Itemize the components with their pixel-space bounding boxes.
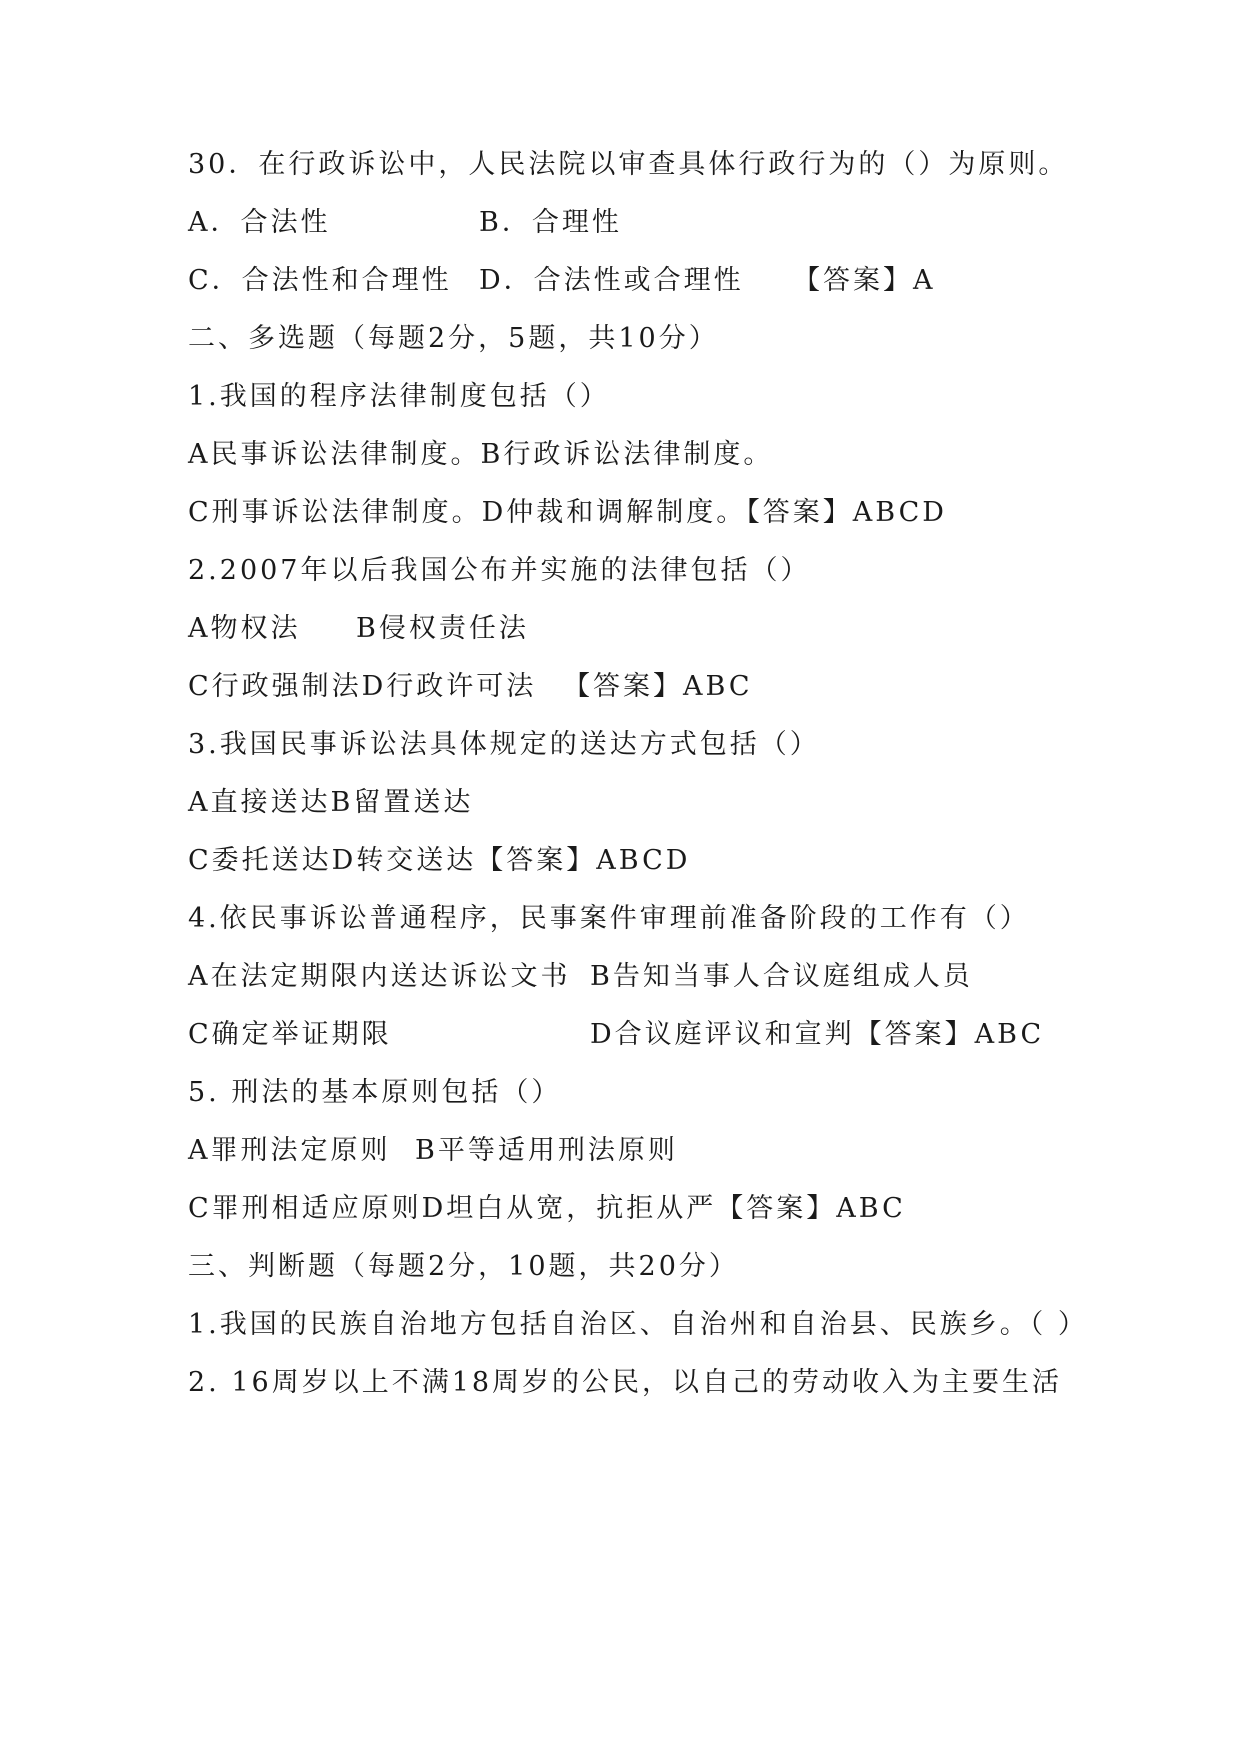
q30-option-c: C．合法性和合理性 <box>188 265 452 296</box>
q30-option-b: B．合理性 <box>479 207 622 238</box>
q30-option-a: A．合法性 <box>188 207 331 238</box>
q30-stem: 30．在行政诉讼中，人民法院以审查具体行政行为的（）为原则。 <box>188 149 1069 180</box>
multi-q5-options-ab <box>188 1133 888 1169</box>
multi-q1-options-cd: C刑事诉讼法律制度。D仲裁和调解制度。【答案】ABCD <box>188 497 947 528</box>
multi-q4-options-cd <box>188 1017 1088 1053</box>
multi-q2-option-cd: C行政强制法D行政许可法 <box>188 671 537 702</box>
multi-q5-options-cd: C罪刑相适应原则D坦白从宽，抗拒从严【答案】ABC <box>188 1193 906 1224</box>
multi-q4-option-a: A在法定期限内送达诉讼文书 <box>188 961 571 992</box>
multi-q2-stem: 2.2007年以后我国公布并实施的法律包括（） <box>188 555 811 586</box>
judge-q2: 2. 16周岁以上不满18周岁的公民，以自己的劳动收入为主要生活 <box>188 1367 1063 1398</box>
multi-q4-option-c: C确定举证期限 <box>188 1019 392 1050</box>
multi-q2-option-b: B侵权责任法 <box>356 613 529 644</box>
multi-q4-option-b: B告知当事人合议庭组成人员 <box>590 961 973 992</box>
multi-q5-option-a: A罪刑法定原则 <box>188 1135 391 1166</box>
multi-q1-stem: 1.我国的程序法律制度包括（） <box>188 381 610 412</box>
multi-q2-options-cd <box>188 669 888 705</box>
q30-option-d: D．合法性或合理性 <box>479 265 744 296</box>
multi-q4-stem: 4.依民事诉讼普通程序，民事案件审理前准备阶段的工作有（） <box>188 903 1030 934</box>
q30-options-ab <box>188 205 888 241</box>
section-judge-heading: 三、判断题（每题2分，10题，共20分） <box>188 1251 739 1282</box>
multi-q2-answer: 【答案】ABC <box>563 671 753 702</box>
q30-options-cd <box>188 263 1088 299</box>
multi-q3-options-ab: A直接送达B留置送达 <box>188 787 474 818</box>
multi-q1-options-ab: A民事诉讼法律制度。B行政诉讼法律制度。 <box>188 439 774 470</box>
multi-q2-options-ab <box>188 611 888 647</box>
q30-answer: 【答案】A <box>793 265 936 296</box>
multi-q4-options-ab <box>188 959 1088 995</box>
multi-q5-option-b: B平等适用刑法原则 <box>415 1135 678 1166</box>
multi-q3-options-cd: C委托送达D转交送达【答案】ABCD <box>188 845 691 876</box>
multi-q5-stem: 5. 刑法的基本原则包括（） <box>188 1077 562 1108</box>
judge-q1: 1.我国的民族自治地方包括自治区、自治州和自治县、民族乡。（ ） <box>188 1309 1088 1340</box>
multi-q4-option-d: D合议庭评议和宣判【答案】ABC <box>590 1019 1045 1050</box>
multi-q3-stem: 3.我国民事诉讼法具体规定的送达方式包括（） <box>188 729 820 760</box>
section-multi-heading: 二、多选题（每题2分，5题，共10分） <box>188 323 719 354</box>
multi-q2-option-a: A物权法 <box>188 613 301 644</box>
